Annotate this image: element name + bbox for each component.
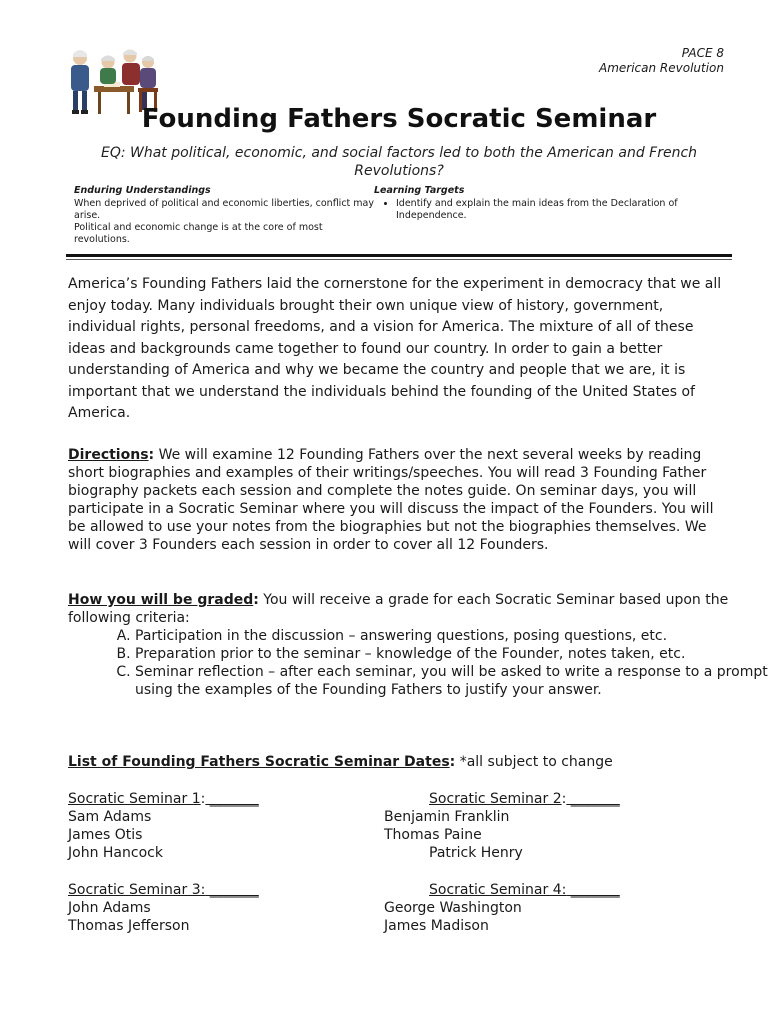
directions-text: We will examine 12 Founding Fathers over the next several weeks by reading short biographies and examples of their writings/speeches. You will read 3 Founding Father biography packets each session and complete the notes guide. On seminar days, you will participate in a Socratic Seminar where you will discuss the impact of the Founders. You will be allowed to use your notes from the biographies but not the biographies themselves. We will cover 3 Founders each session in order to cover all 12 Founders. — [68, 447, 714, 553]
seminar-label: Socratic Seminar 2 — [429, 791, 562, 807]
learning-targets — [374, 185, 714, 222]
seminar-sep: : — [200, 791, 206, 807]
intro-paragraph: America’s Founding Fathers laid the cornerstone for the experiment in democracy that we all enjoy today. Many individuals brought their own unique view of history, government, individual rights, personal freedoms, and a vision for America. The mixture of all of these ideas and backgrounds came together to found our country. In order to gain a better understanding of America and why we became the country and people that we are, it is important that we understand the individuals behind the founding of the United States of America. — [68, 276, 722, 421]
criteria-item: B. Preparation prior to the seminar – knowledge of the Founder, notes taken, etc. — [135, 645, 768, 663]
seminar-date-blank: _______ — [566, 791, 620, 807]
enduring-item: Political and economic change is at the core of most revolutions. — [74, 222, 323, 245]
criteria-item: C. Seminar reflection – after each seminar, you will be asked to write a response to a prompt using the examples of the Founding Fathers to justify your answer. — [135, 663, 768, 699]
course-name: American Revolution — [598, 61, 724, 75]
directions-paragraph — [68, 446, 732, 554]
grading-text: You will receive a grade for each Socratic Seminar based upon the following criteria: — [68, 592, 729, 626]
learning-heading: Learning Targets — [374, 185, 465, 196]
criteria-item: A. Participation in the discussion – answering questions, posing questions, etc. — [135, 627, 768, 645]
directions-colon: : — [148, 447, 155, 463]
page-title: Founding Fathers Socratic Seminar — [141, 104, 657, 134]
seminar-dates-label: List of Founding Fathers Socratic Seminar Dates — [68, 754, 450, 770]
seminar-label: Socratic Seminar 1 — [68, 791, 201, 807]
grading-colon: : — [253, 592, 259, 608]
founder-name: James Madison — [384, 918, 489, 934]
enduring-item: When deprived of political and economic liberties, conflict may arise. — [74, 198, 374, 221]
grading-label: How you will be graded — [68, 592, 254, 608]
founder-name: John Adams — [68, 900, 151, 916]
seminar-dates-colon: : — [449, 754, 456, 770]
pace-number: PACE 8 — [681, 46, 724, 60]
seminar-date-blank: _______ — [566, 882, 620, 898]
seminar-date-blank: _______ — [205, 791, 259, 807]
seminar-label: Socratic Seminar 4: — [429, 882, 567, 898]
section-divider — [66, 254, 732, 257]
seminar-date-blank: _______ — [205, 882, 259, 898]
grading-paragraph — [68, 591, 732, 627]
founder-name: Thomas Jefferson — [68, 918, 190, 934]
seminar-4 — [384, 881, 620, 935]
seminar-dates-heading — [68, 753, 732, 771]
founder-name: George Washington — [384, 900, 522, 916]
founder-name: Patrick Henry — [429, 845, 523, 861]
section-divider-thin — [66, 259, 732, 260]
seminar-1 — [68, 790, 259, 862]
founder-name: Benjamin Franklin — [384, 809, 510, 825]
seminar-3 — [68, 881, 259, 935]
learning-list — [374, 198, 714, 222]
founder-name: Thomas Paine — [384, 827, 482, 843]
grading-criteria-list — [68, 627, 768, 699]
seminar-2 — [384, 790, 620, 862]
enduring-heading: Enduring Understandings — [74, 185, 211, 196]
founder-name: John Hancock — [68, 845, 163, 861]
seminar-dates-note: *all subject to change — [455, 754, 613, 770]
course-header — [599, 46, 724, 76]
directions-label: Directions — [68, 447, 149, 463]
seminar-sep: : — [561, 791, 567, 807]
seminar-label: Socratic Seminar 3: — [68, 882, 206, 898]
essential-question: EQ: What political, economic, and social factors led to both the American and French Revolutions? — [100, 145, 698, 179]
founder-name: James Otis — [68, 827, 143, 843]
learning-item: • Identify and explain the main ideas from the Declaration of Independence. — [396, 198, 714, 222]
enduring-understandings — [74, 185, 374, 246]
founder-name: Sam Adams — [68, 809, 152, 825]
